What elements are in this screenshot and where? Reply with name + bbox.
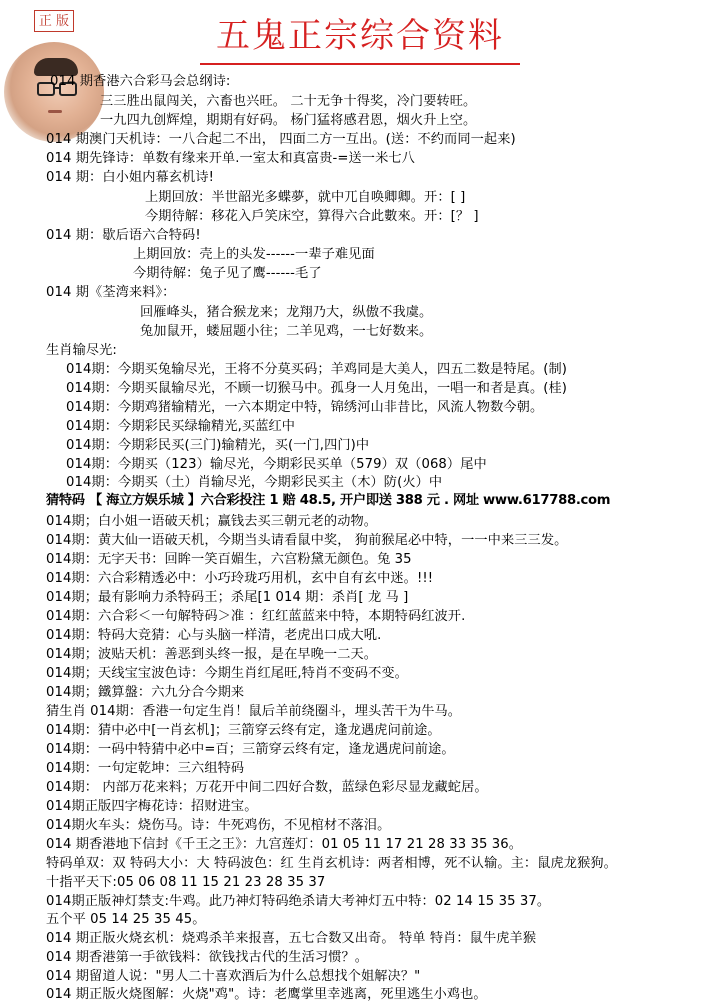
text-line: 回雁峰头，猪合猴龙来；龙翔乃大，纵傲不我虞。 [140,305,433,320]
text-line: 014期；天线宝宝波色诗：今期生肖红尾旺,特肖不变码不变。 [46,666,408,681]
text-line: 014期：六合彩精透必中：小巧玲珑巧用机，玄中自有玄中迷。!!! [46,571,434,586]
text-line: 今期待解：兔子见了鹰------毛了 [133,266,322,281]
text-line: 014 期香港地下信封《千王之王》：九宫莲灯：01 05 11 17 21 28 33 35 36。 [46,837,523,852]
text-line: 014期；波贴天机：善恶到头终一报，是在早晚一二天。 [46,647,378,662]
text-line: 014期：黄大仙一语破天机，今期当头请看鼠中奖， 狗前猴尾必中特，一一中来三三发。 [46,533,568,548]
text-line: 014期：今期买兔输尽光，王将不分莫买码；羊鸡同是大美人，四五二数是特尾。(制) [66,362,568,377]
text-line: 014 期：歇后语六合特码! [46,228,201,243]
text-line: 014期： 内部万花来料；万花开中间二四好合数，蓝绿色彩尽显龙藏蛇居。 [46,780,488,795]
text-line: 上期回放：壳上的头发------一辈子难见面 [133,247,375,262]
page-title: 五鬼正宗综合资料 [216,16,504,56]
text-line: 014 期：白小姐内幕玄机诗! [46,170,215,185]
text-line: 014期；鐵算盤：六九分合今期来 [46,685,245,700]
text-line: 014期：六合彩＜一句解特码＞准 ：红红蓝蓝来中特，本期特码红波开. [46,609,466,624]
text-line: 014 期澳门天机诗：一八合起二不出， 四面二方一互出。(送：不约而同一起来) [46,132,516,147]
text-line: 014期：一句定乾坤：三六组特码 [46,761,245,776]
text-line: 014期火车头：烧伤马。诗：牛死鸡伤，不见棺材不落泪。 [46,818,391,833]
text-line: 014期：今期买鼠输尽光，不顾一切猴马中。孤身一人月兔出，一唱一和者是真。(桂) [66,381,568,396]
text-line: 014 期正版火烧图解：火烧"鸡"。诗：老鹰掌里幸逃离，死里逃生小鸡也。 [46,987,487,1002]
text-line: 014期正版神灯禁支:牛鸡。此乃神灯特码绝杀请大考神灯五中特：02 14 15 35 37。 [46,894,551,909]
text-line: 三三胜出鼠闯关，六畜也兴旺。 二十无争十得奖，冷门要转旺。 [100,94,477,109]
text-line: 十指平天下:05 06 08 11 15 21 23 28 35 37 [46,875,326,890]
text-line: 014 期香港六合彩马会总纲诗: [50,74,231,89]
text-line: 五个平 05 14 25 35 45。 [46,912,206,927]
text-line: 兔加鼠开，蝼屈题小往；二羊见鸡，一七好数来。 [140,324,433,339]
text-line: 014 期正版火烧玄机：烧鸡杀羊来报喜，五七合数又出奇。 特单 特肖：鼠牛虎羊猴 [46,931,537,946]
text-line: 014期：今期彩民买绿输精光,买蓝红中 [66,419,296,434]
text-line: 014期：今期买（土）肖输尽光，今期彩民买主（木）防(火）中 [66,475,443,490]
text-line: 014期：今期买（123）输尽光，今期彩民买单（579）双（068）尾中 [66,457,487,472]
ad-line: 猜特码 【 海立方娱乐城 】六合彩投注 1 赔 48.5, 开户即送 388 元 . 网址 www.617788.com [46,493,611,508]
text-line: 上期回放：半世韶光多蝶夢，就中兀自唤卿卿。开：[ ] [145,190,466,205]
text-line: 014 期先锋诗：单数有缘来开单.一室太和真富贵-=送一米七八 [46,151,415,166]
text-line: 014 期留道人说："男人二十喜欢酒后为什么总想找个姐解决？" [46,969,421,984]
text-line: 014 期香港第一手欲钱料：欲钱找古代的生活习惯？。 [46,950,369,965]
version-badge: 正 版 [34,10,74,32]
text-line: 今期待解：移花入戶笑床空，算得六合此數來。开：[？ ] [145,209,479,224]
text-line: 特码单双：双 特码大小：大 特码波色：红 生肖玄机诗：两者相博，死不认输。主：鼠虎龙猴狗。 [46,856,617,871]
text-line: 014期：无字天书：回眸一笑百媚生，六宫粉黛无颜色。兔 35 [46,552,412,567]
text-line: 014期：特码大竞猜：心与头脑一样清，老虎出口成大吼. [46,628,382,643]
text-line: 一九四九创辉煌，期期有好码。 杨门猛将感君恩，烟火升上空。 [100,113,477,128]
text-line: 014期：猜中必中[一肖玄机]；三箭穿云终有定，逢龙遇虎问前途。 [46,723,441,738]
text-line: 014期：今期鸡猪输精光，一六本期定中特，锦绣河山非昔比，风流人物数今朝。 [66,400,544,415]
text-line: 014期：一码中特猜中必中=百；三箭穿云终有定，逢龙遇虎问前途。 [46,742,455,757]
text-line: 014期；最有影响力杀特码王；杀尾[1 014 期：杀肖[ 龙 马 ] [46,590,409,605]
text-line: 014 期《荃湾来料》： [46,285,176,300]
text-line: 生肖输尽光: [46,343,117,358]
text-line: 014期：今期彩民买(三门)输精光，买(一门,四门)中 [66,438,370,453]
text-line: 猜生肖 014期：香港一句定生肖！鼠后羊前绕圈斗，埋头苦干为牛马。 [46,704,462,719]
text-line: 014期正版四字梅花诗：招财进宝。 [46,799,258,814]
text-line: 014期；白小姐一语破天机；赢钱去买三朝元老的动物。 [46,514,378,529]
